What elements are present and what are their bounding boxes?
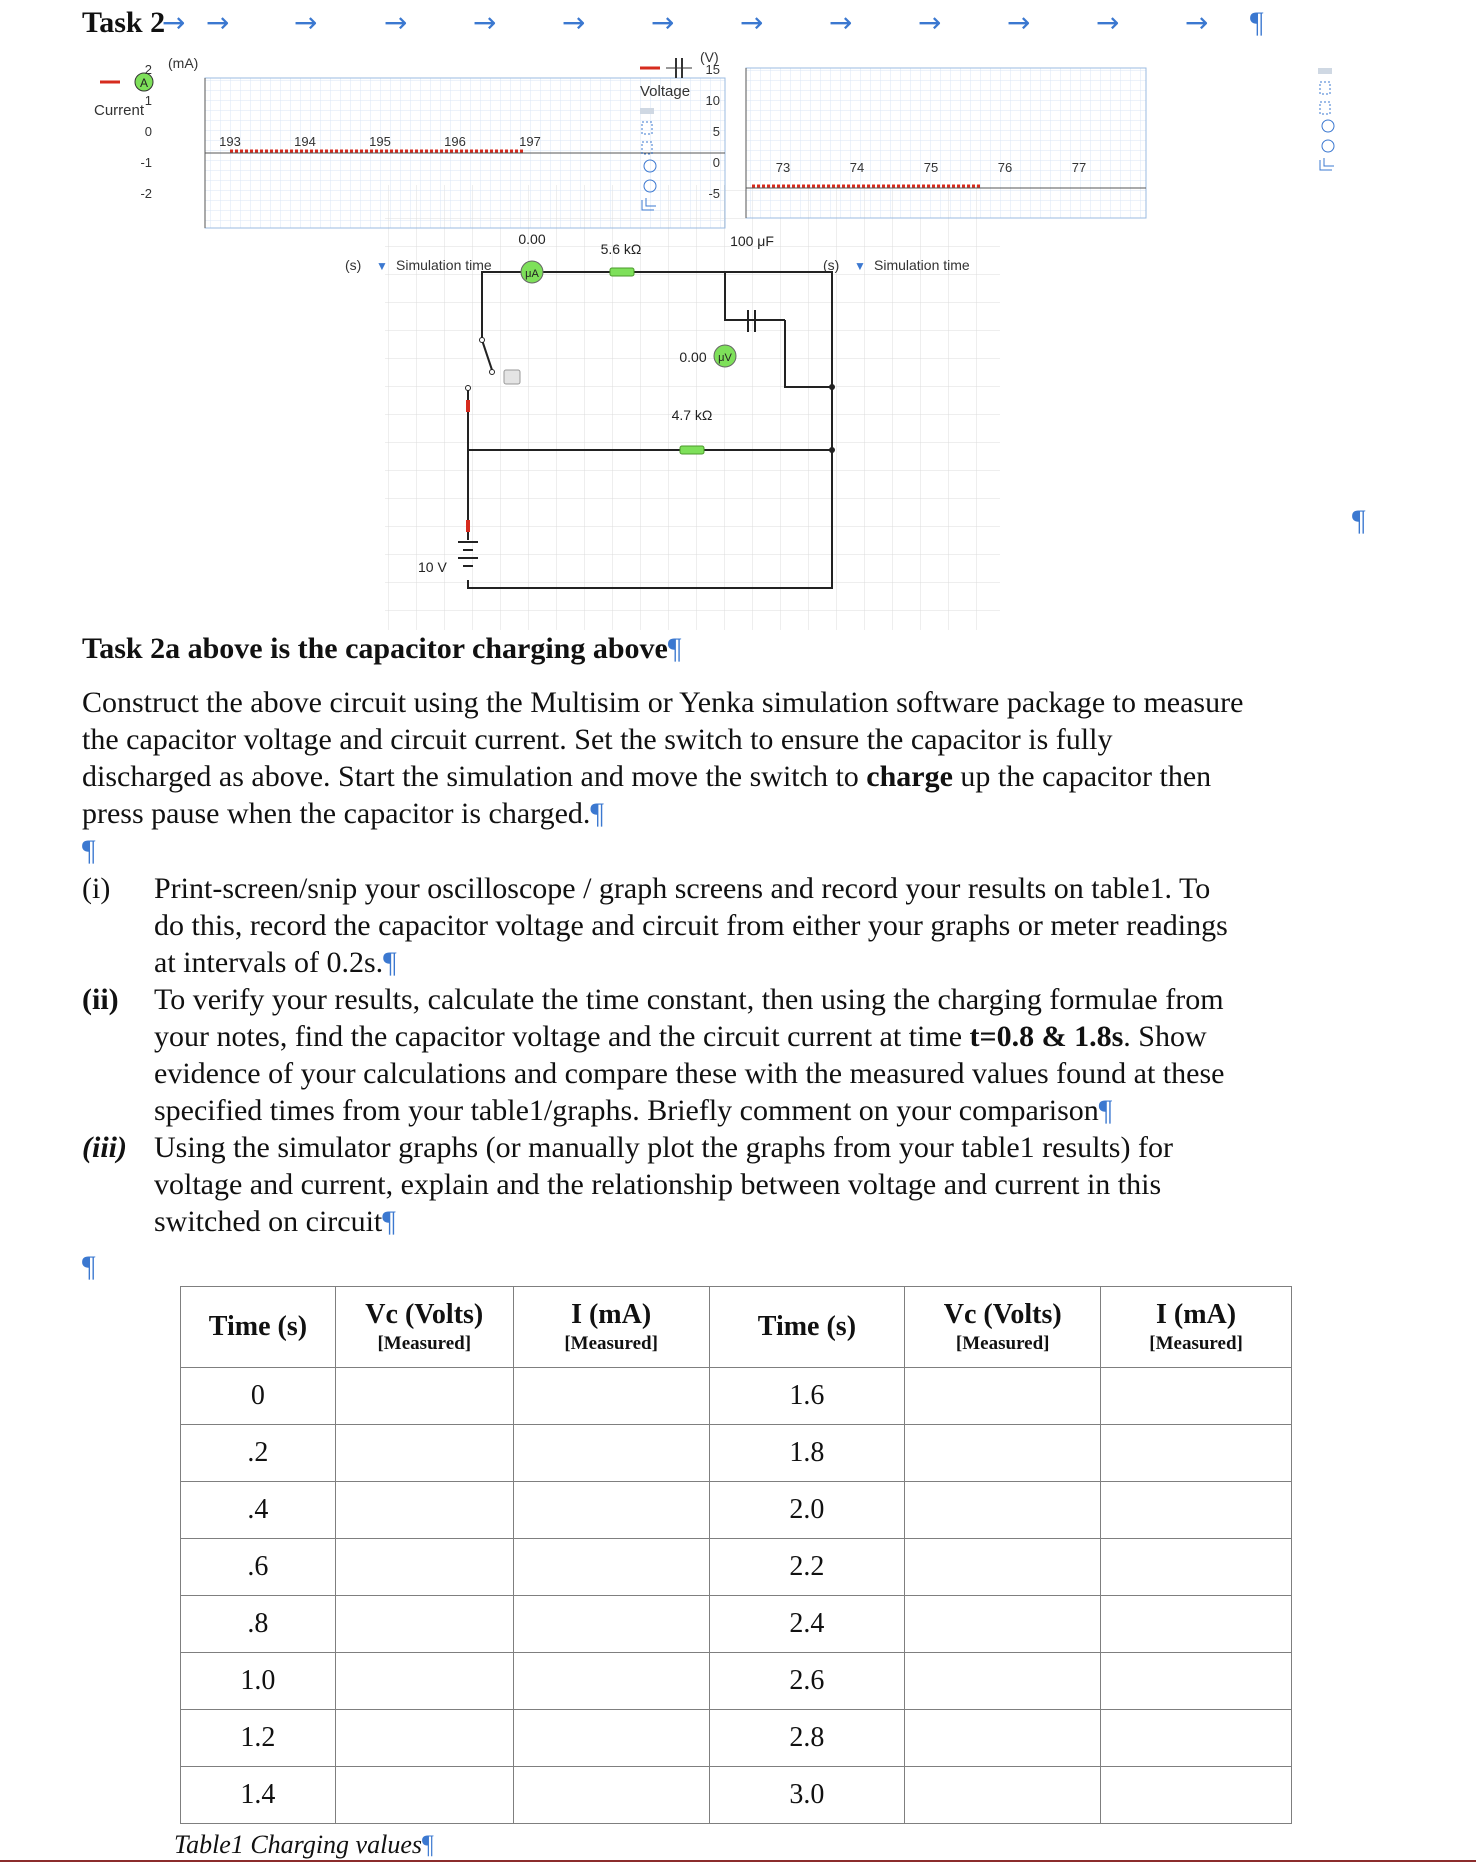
task-title: Task 2: [82, 6, 166, 39]
current-x-tick-label: 193: [219, 134, 241, 149]
ammeter-reading: 0.00: [518, 231, 546, 247]
current-cell[interactable]: [1101, 1596, 1292, 1653]
intro-paragraph: [82, 684, 1422, 869]
table-row: [181, 1710, 1292, 1767]
question-line: do this, record the capacitor voltage and circuit from either your graphs or meter readings: [154, 909, 1228, 942]
voltage-y-tick-label: 15: [705, 62, 720, 77]
question-number: (i): [82, 872, 111, 905]
table-row: [181, 1596, 1292, 1653]
crop-icon[interactable]: [1320, 158, 1334, 170]
header-i-right: I (mA) [Measured]: [1101, 1287, 1292, 1368]
voltage-graph-toolbar[interactable]: [1318, 68, 1334, 170]
intro-line: Construct the above circuit using the Multisim or Yenka simulation software package to measure: [82, 686, 1244, 719]
vc-cell[interactable]: [335, 1539, 513, 1596]
voltage-plot-area: [746, 68, 1146, 218]
question-line: specified times from your table1/graphs. Briefly comment on your comparison¶: [154, 1094, 1113, 1127]
zoom-in-icon[interactable]: [1322, 120, 1334, 132]
current-cell[interactable]: [1101, 1539, 1292, 1596]
current-cell[interactable]: [513, 1767, 709, 1824]
select-range-icon[interactable]: [1320, 82, 1330, 94]
current-x-label: Simulation time: [396, 257, 492, 273]
table-row: [181, 1539, 1292, 1596]
voltage-x-tick-label: 76: [997, 160, 1013, 175]
vc-cell[interactable]: [905, 1539, 1101, 1596]
voltage-unit: (V): [700, 50, 719, 65]
current-y-tick-label: 1: [144, 93, 152, 108]
terminal-marker: [466, 400, 470, 412]
time-cell: 2.2: [709, 1539, 905, 1596]
current-y-tick-label: 2: [144, 62, 152, 77]
current-label: Current: [94, 102, 145, 119]
question-line: Print-screen/snip your oscilloscope / graph screens and record your results on table1. To: [154, 872, 1211, 905]
tab-arrow-icon: →: [562, 6, 586, 39]
pilcrow-mark: ¶: [1250, 6, 1264, 39]
vc-cell[interactable]: [905, 1596, 1101, 1653]
tab-arrow-icon: →: [918, 6, 942, 39]
tab-arrow-icon: →: [740, 6, 764, 39]
table-row: [181, 1767, 1292, 1824]
voltage-x-label: Simulation time: [874, 257, 970, 273]
time-cell: 1.8: [709, 1425, 905, 1482]
vc-cell[interactable]: [335, 1710, 513, 1767]
time-cell: 1.0: [181, 1653, 336, 1710]
table-header-row: [181, 1287, 1292, 1368]
tab-arrow-icon: →: [162, 6, 186, 39]
tab-arrow-icon: →: [1185, 6, 1209, 39]
current-cell[interactable]: [1101, 1368, 1292, 1425]
time-cell: 3.0: [709, 1767, 905, 1824]
vc-cell[interactable]: [335, 1653, 513, 1710]
ammeter-letter: A: [139, 76, 149, 90]
current-y-tick-label: -1: [140, 155, 152, 170]
current-cell[interactable]: [513, 1596, 709, 1653]
header-i-left: I (mA) [Measured]: [513, 1287, 709, 1368]
tab-arrow-icon: →: [384, 6, 408, 39]
capacitor-label: 100 μF: [730, 233, 774, 249]
question-number: (ii): [82, 983, 119, 1016]
question-line: at intervals of 0.2s.¶: [154, 946, 397, 979]
ammeter-unit: μA: [525, 268, 539, 280]
current-x-tick-label: 194: [294, 134, 316, 149]
question-line: switched on circuit¶: [154, 1205, 396, 1238]
intro-line: press pause when the capacitor is charged.¶: [82, 797, 605, 830]
time-cell: .8: [181, 1596, 336, 1653]
table-row: [181, 1653, 1292, 1710]
header-time-left: Time (s): [181, 1287, 336, 1368]
time-cell: 0: [181, 1368, 336, 1425]
resistor1-icon[interactable]: [610, 268, 634, 276]
question-line: your notes, find the capacitor voltage and the circuit current at time t=0.8 & 1.8s. Show: [154, 1020, 1207, 1053]
task2a-heading: Task 2a above is the capacitor charging above¶: [82, 632, 682, 665]
voltage-label: Voltage: [640, 83, 691, 100]
vc-cell[interactable]: [905, 1425, 1101, 1482]
question-line: To verify your results, calculate the time constant, then using the charging formulae from: [154, 983, 1224, 1016]
zoom-out-icon[interactable]: [1322, 140, 1334, 152]
scroll-handle-icon[interactable]: [1318, 68, 1332, 74]
current-cell[interactable]: [513, 1482, 709, 1539]
current-cell[interactable]: [1101, 1767, 1292, 1824]
select-range-icon[interactable]: [1320, 102, 1330, 114]
voltage-y-tick-label: 10: [705, 93, 720, 108]
voltage-x-tick-label: 74: [849, 160, 865, 175]
voltage-y-tick-label: -5: [708, 186, 720, 201]
question-item-ii: [82, 981, 1422, 1129]
current-cell[interactable]: [513, 1710, 709, 1767]
junction-node: [829, 447, 835, 453]
time-cell: 1.2: [181, 1710, 336, 1767]
voltage-y-tick-label: 5: [712, 124, 720, 139]
header-time-right: Time (s): [709, 1287, 905, 1368]
vc-cell[interactable]: [335, 1368, 513, 1425]
resistor1-label: 5.6 kΩ: [600, 241, 642, 257]
resistor2-label: 4.7 kΩ: [671, 407, 713, 423]
table-row: [181, 1425, 1292, 1482]
current-cell[interactable]: [513, 1368, 709, 1425]
terminal-marker: [466, 520, 470, 532]
time-cell: 2.4: [709, 1596, 905, 1653]
vc-cell[interactable]: [905, 1653, 1101, 1710]
vc-cell[interactable]: [905, 1482, 1101, 1539]
resistor2-icon[interactable]: [680, 446, 704, 454]
current-y-tick-label: 0: [144, 124, 152, 139]
current-x-unit: (s): [345, 257, 362, 273]
time-cell: 2.0: [709, 1482, 905, 1539]
tab-arrow-icon: →: [294, 6, 318, 39]
scroll-handle-icon[interactable]: [640, 108, 654, 114]
battery-label: 10 V: [418, 559, 447, 575]
current-cell[interactable]: [1101, 1653, 1292, 1710]
table-row: [181, 1368, 1292, 1425]
capacitor-legend-icon: [666, 58, 692, 78]
tab-arrow-icon: →: [206, 6, 230, 39]
charging-values-table: [180, 1286, 1292, 1824]
tab-arrow-icon: →: [1007, 6, 1031, 39]
current-x-tick-label: 195: [369, 134, 391, 149]
intro-line: the capacitor voltage and circuit current. Set the switch to ensure the capacitor is fully: [82, 723, 1113, 756]
question-line: Using the simulator graphs (or manually plot the graphs from your table1 results) for: [154, 1131, 1173, 1164]
vc-cell[interactable]: [335, 1425, 513, 1482]
tab-arrow-icon: →: [1096, 6, 1120, 39]
vc-cell[interactable]: [335, 1596, 513, 1653]
time-cell: .4: [181, 1482, 336, 1539]
time-cell: 1.4: [181, 1767, 336, 1824]
question-item-i: [82, 870, 1422, 981]
header-vc-left: Vc (Volts) [Measured]: [335, 1287, 513, 1368]
simulation-screenshot: [80, 50, 1380, 630]
voltage-x-tick-label: 77: [1071, 160, 1087, 175]
question-item-iii: [82, 1129, 1422, 1240]
voltage-x-tick-label: 75: [923, 160, 939, 175]
time-cell: 1.6: [709, 1368, 905, 1425]
current-x-dropdown-icon[interactable]: ▼: [376, 259, 388, 273]
current-cell[interactable]: [513, 1425, 709, 1482]
time-cell: 2.6: [709, 1653, 905, 1710]
vc-cell[interactable]: [335, 1482, 513, 1539]
current-x-tick-label: 196: [444, 134, 466, 149]
voltage-x-tick-label: 73: [775, 160, 791, 175]
voltage-x-dropdown-icon[interactable]: ▼: [854, 259, 866, 273]
pilcrow-mark: ¶: [82, 1250, 96, 1283]
vc-cell[interactable]: [335, 1767, 513, 1824]
current-cell[interactable]: [1101, 1425, 1292, 1482]
vc-cell[interactable]: [905, 1710, 1101, 1767]
current-cell[interactable]: [1101, 1710, 1292, 1767]
current-y-tick-label: -2: [140, 186, 152, 201]
tab-arrow-icon: →: [473, 6, 497, 39]
table-row: [181, 1482, 1292, 1539]
voltmeter-unit: μV: [718, 352, 732, 364]
current-cell[interactable]: [1101, 1482, 1292, 1539]
time-cell: 2.8: [709, 1710, 905, 1767]
current-x-tick-label: 197: [519, 134, 541, 149]
vc-cell[interactable]: [905, 1368, 1101, 1425]
current-cell[interactable]: [513, 1653, 709, 1710]
tab-arrow-icon: →: [829, 6, 853, 39]
time-cell: .2: [181, 1425, 336, 1482]
header-vc-right: Vc (Volts) [Measured]: [905, 1287, 1101, 1368]
voltmeter-reading: 0.00: [679, 349, 707, 365]
voltage-x-unit: (s): [823, 257, 840, 273]
intro-line: discharged as above. Start the simulation and move the switch to charge up the capacitor then: [82, 760, 1212, 793]
tab-arrow-icon: →: [651, 6, 675, 39]
question-list: [82, 870, 1422, 1240]
pilcrow-mark: ¶: [82, 834, 96, 867]
switch-toggle-button[interactable]: [504, 370, 520, 384]
table-caption: Table1 Charging values¶: [174, 1830, 434, 1859]
time-cell: .6: [181, 1539, 336, 1596]
current-cell[interactable]: [513, 1539, 709, 1596]
question-line: voltage and current, explain and the relationship between voltage and current in this: [154, 1168, 1162, 1201]
current-unit: (mA): [168, 55, 199, 71]
pilcrow-mark: ¶: [1352, 504, 1366, 537]
question-line: evidence of your calculations and compare these with the measured values found at these: [154, 1057, 1225, 1090]
vc-cell[interactable]: [905, 1767, 1101, 1824]
voltage-y-tick-label: 0: [712, 155, 720, 170]
question-number: (iii): [82, 1131, 127, 1164]
